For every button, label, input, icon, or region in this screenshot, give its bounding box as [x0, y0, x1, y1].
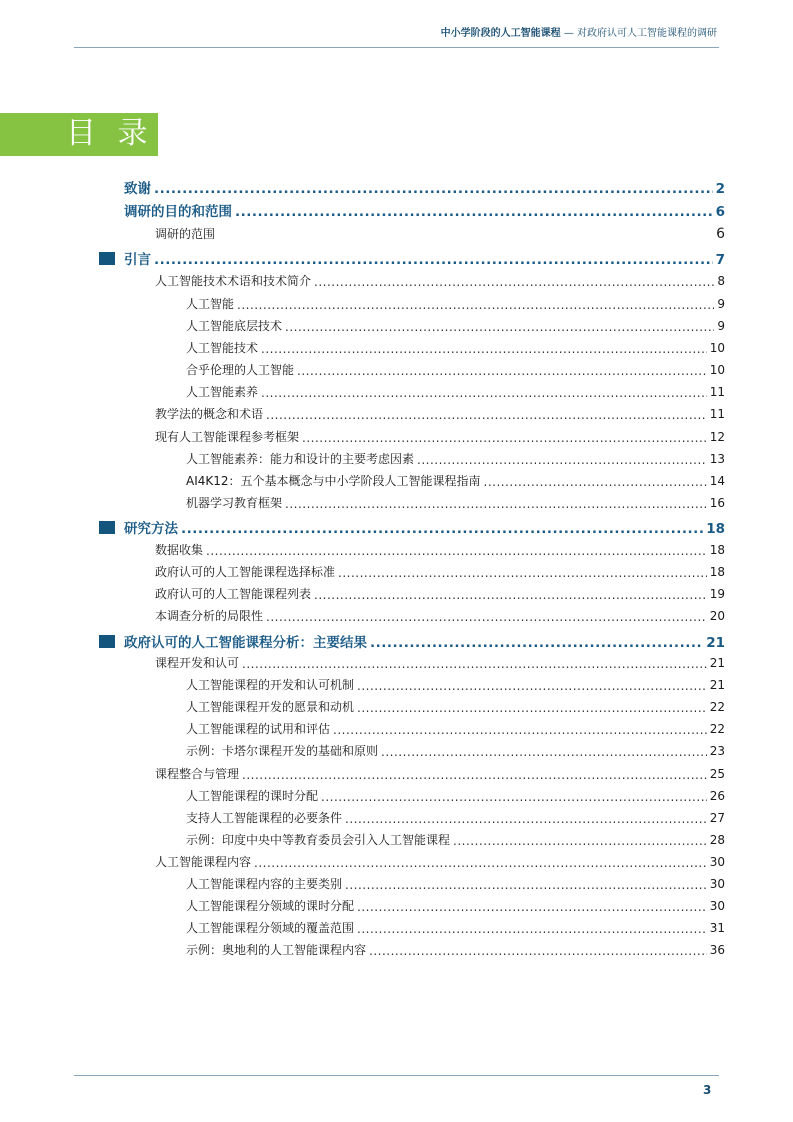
toc-leader-dots [321, 792, 707, 804]
toc-entry[interactable] [186, 472, 725, 489]
toc-entry-title: 合乎伦理的人工智能 [186, 363, 295, 377]
toc-entry-title: 人工智能课程内容的主要类别 [186, 877, 343, 891]
toc-entry-page: 12 [709, 430, 725, 444]
toc-entry-page: 16 [709, 496, 725, 510]
toc-entry-title: 政府认可的人工智能课程选择标准 [155, 565, 336, 579]
toc-entry[interactable] [186, 720, 725, 737]
toc-leader-dots [357, 681, 707, 693]
toc-leader-dots [314, 590, 707, 602]
toc-entry-page: 14 [709, 474, 725, 488]
toc-title: 目 录 [66, 116, 154, 151]
toc-entry[interactable] [186, 809, 725, 826]
toc-leader-dots [484, 477, 707, 489]
toc-leader-dots [154, 184, 713, 198]
toc-entry-page: 21 [706, 635, 725, 651]
toc-entry-page: 21 [709, 678, 725, 692]
toc-entry-page: 18 [709, 565, 725, 579]
toc-entry-page: 27 [709, 811, 725, 825]
toc-entry-page: 10 [709, 341, 725, 355]
toc-leader-dots [302, 433, 707, 445]
toc-leader-dots [181, 524, 703, 538]
toc-entry[interactable] [124, 631, 725, 651]
toc-entry-page: 13 [709, 452, 725, 466]
toc-entry-title: 致谢 [124, 181, 151, 197]
toc-entry-title: 人工智能课程分领域的覆盖范围 [186, 921, 355, 935]
toc-entry-page: 30 [709, 877, 725, 891]
toc-entry[interactable] [186, 295, 725, 312]
toc-leader-dots [218, 230, 713, 242]
toc-entry-page: 30 [709, 855, 725, 869]
toc-entry-page: 31 [709, 921, 725, 935]
toc-entry-page: 20 [709, 609, 725, 623]
toc-entry-title: 数据收集 [155, 543, 204, 557]
toc-leader-dots [254, 858, 707, 870]
toc-leader-dots [357, 902, 707, 914]
toc-entry-title: 人工智能技术 [186, 341, 259, 355]
toc-entry[interactable] [155, 563, 725, 580]
toc-entry[interactable] [155, 405, 725, 422]
page-header [74, 14, 719, 48]
toc-leader-dots [453, 836, 707, 848]
toc-leader-dots [345, 814, 707, 826]
toc-entry-page: 9 [717, 319, 725, 333]
toc-entry[interactable] [186, 941, 725, 958]
toc-entry-title: 引言 [124, 252, 151, 268]
toc-entry-title: 人工智能课程开发的愿景和动机 [186, 700, 355, 714]
toc-entry-page: 11 [709, 407, 725, 421]
toc-entry-title: 调研的范围 [155, 227, 216, 241]
toc-entry-title: 人工智能素养 [186, 385, 259, 399]
header-title-rest: — 对政府认可人工智能课程的调研 [560, 28, 717, 39]
toc-entry-page: 28 [709, 833, 725, 847]
toc-entry-page: 23 [709, 744, 725, 758]
toc-leader-dots [266, 410, 707, 422]
toc-entry[interactable] [186, 919, 725, 936]
toc-entry[interactable] [186, 831, 725, 848]
toc-entry-page: 25 [709, 767, 725, 781]
toc-entry[interactable] [155, 607, 725, 624]
toc-entry[interactable] [155, 541, 725, 558]
toc-entry-title: 教学法的概念和术语 [155, 407, 264, 421]
toc-entry-page: 36 [709, 943, 725, 957]
toc-leader-dots [206, 546, 707, 558]
toc-entry[interactable] [186, 361, 725, 378]
section-marker-icon [99, 521, 115, 534]
toc-entry[interactable] [186, 339, 725, 356]
toc-entry[interactable] [186, 676, 725, 693]
header-title [441, 24, 717, 39]
toc-leader-dots [235, 207, 713, 221]
toc-entry-page: 10 [709, 363, 725, 377]
toc-leader-dots [261, 388, 707, 400]
toc-entry-title: 示例：印度中央中等教育委员会引入人工智能课程 [186, 833, 451, 847]
toc-entry-title: 课程整合与管理 [155, 767, 240, 781]
toc-entry-page: 6 [716, 226, 725, 242]
toc-leader-dots [333, 725, 707, 737]
toc-entry-page: 9 [717, 297, 725, 311]
toc-entry-title: 人工智能 [186, 297, 235, 311]
toc-leader-dots [345, 880, 707, 892]
toc-entry-title: 人工智能课程内容 [155, 855, 252, 869]
toc-entry-title: 示例：卡塔尔课程开发的基础和原则 [186, 744, 379, 758]
toc-leader-dots [357, 703, 707, 715]
section-marker-icon [99, 635, 115, 648]
toc-leader-dots [285, 499, 707, 511]
toc-entry-title: 支持人工智能课程的必要条件 [186, 811, 343, 825]
toc-entry[interactable] [124, 248, 725, 268]
toc-entry-title: 示例：奥地利的人工智能课程内容 [186, 943, 367, 957]
toc-entry-page: 21 [709, 656, 725, 670]
toc-entry-title: 人工智能课程的开发和认可机制 [186, 678, 355, 692]
toc-entry-title: 课程开发和认可 [155, 656, 240, 670]
toc-leader-dots [266, 612, 707, 624]
page-number: 3 [703, 1083, 712, 1097]
toc-leader-dots [314, 277, 714, 289]
toc-entry-title: 研究方法 [124, 521, 178, 537]
toc-entry-page: 30 [709, 899, 725, 913]
header-title-bold: 中小学阶段的人工智能课程 [440, 28, 561, 39]
toc-entry[interactable] [155, 428, 725, 445]
toc-entry-title: 人工智能底层技术 [186, 319, 283, 333]
toc-entry-page: 11 [709, 385, 725, 399]
toc-entry-page: 18 [709, 543, 725, 557]
toc-entry-title: 人工智能技术术语和技术简介 [155, 274, 312, 288]
toc-entry-title: 政府认可的人工智能课程分析：主要结果 [124, 635, 367, 651]
toc-entry-title: 人工智能素养：能力和设计的主要考虑因素 [186, 452, 415, 466]
toc-entry[interactable] [155, 654, 725, 671]
toc-entry-title: 人工智能课程的试用和评估 [186, 722, 331, 736]
toc-leader-dots [417, 455, 707, 467]
toc-entry-title: 人工智能课程分领域的课时分配 [186, 899, 355, 913]
toc-leader-dots [370, 638, 703, 652]
toc-entry[interactable] [155, 272, 725, 289]
toc-entry[interactable] [124, 517, 725, 537]
toc-entry[interactable] [155, 765, 725, 782]
toc-entry[interactable] [186, 787, 725, 804]
toc-entry-page: 22 [709, 722, 725, 736]
toc-entry-title: 调研的目的和范围 [124, 204, 232, 220]
toc-entry-title: 政府认可的人工智能课程列表 [155, 587, 312, 601]
toc-leader-dots [338, 568, 707, 580]
toc-entry[interactable] [186, 742, 725, 759]
toc-entry[interactable] [155, 853, 725, 870]
toc-entry[interactable] [186, 383, 725, 400]
toc-entry-title: AI4K12：五个基本概念与中小学阶段人工智能课程指南 [186, 474, 481, 488]
toc-leader-dots [242, 770, 707, 782]
toc-entry[interactable] [155, 225, 725, 242]
toc-leader-dots [285, 322, 714, 334]
toc-leader-dots [242, 659, 707, 671]
toc-entry-page: 2 [715, 181, 725, 197]
toc-entry-page: 22 [709, 700, 725, 714]
toc-entry[interactable] [186, 494, 725, 511]
toc-entry[interactable] [186, 897, 725, 914]
toc-leader-dots [369, 946, 707, 958]
toc-leader-dots [261, 344, 707, 356]
toc-entry[interactable] [186, 450, 725, 467]
toc-entry-page: 26 [709, 789, 725, 803]
toc-entry-page: 19 [709, 587, 725, 601]
toc-entry-title: 现有人工智能课程参考框架 [155, 430, 300, 444]
toc-leader-dots [381, 747, 707, 759]
toc-entry-page: 8 [717, 274, 725, 288]
toc-entry[interactable] [124, 200, 725, 220]
toc-entry-page: 18 [706, 521, 725, 537]
toc-entry-title: 机器学习教育框架 [186, 496, 283, 510]
toc-entry-page: 7 [715, 252, 725, 268]
footer-rule [74, 1075, 719, 1076]
toc-entry[interactable] [124, 177, 725, 197]
toc-entry-page: 6 [715, 204, 725, 220]
toc-entry[interactable] [186, 698, 725, 715]
toc-entry-title: 本调查分析的局限性 [155, 609, 264, 623]
toc-leader-dots [297, 366, 707, 378]
toc-leader-dots [237, 300, 714, 312]
toc-entry[interactable] [186, 317, 725, 334]
section-marker-icon [99, 252, 115, 265]
toc-entry[interactable] [186, 875, 725, 892]
toc-entry[interactable] [155, 585, 725, 602]
toc-entry-title: 人工智能课程的课时分配 [186, 789, 319, 803]
toc-banner [0, 113, 158, 156]
toc-leader-dots [154, 255, 713, 269]
toc-leader-dots [357, 924, 707, 936]
